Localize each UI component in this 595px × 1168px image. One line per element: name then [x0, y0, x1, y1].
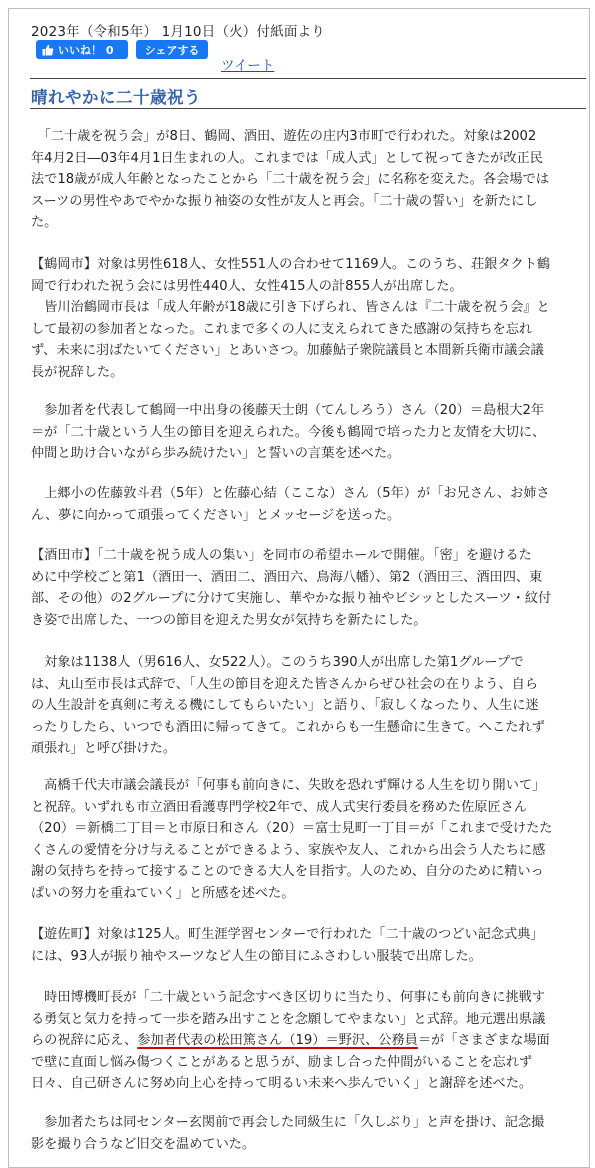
text-line: めに中学校ごと第1（酒田一、酒田二、酒田六、鳥海八幡）、第2（酒田三、酒田四、東	[31, 569, 543, 585]
text-line: 高橋千代夫市議会議長が「何事も前向きに、失敗を恐れず輝ける人生を切り開いて」	[31, 778, 546, 793]
text-line: 参加者たちは同センター玄関前で再会した同級生に「久しぶり」と声を掛け、記念撮	[31, 1115, 545, 1130]
text-line: る勇気と気力を持って一歩を踏み出すことを念願してやまない」と式辞。地元選出県議	[31, 1011, 546, 1027]
paragraph-yuza-mayor	[31, 987, 587, 1095]
text-line: た。	[31, 215, 58, 230]
text-line: 上郷小の佐藤敦斗君（5年）と佐藤心結（ここな）さん（5年）が「お兄さん、お姉さ	[31, 486, 550, 501]
title-divider-top	[30, 78, 586, 79]
text-line: 長が祝辞した。	[31, 364, 124, 380]
publication-date: 2023年（令和5年） 1月10日（火）付紙面より	[31, 24, 326, 40]
text-line: 【鶴岡市】対象は男性618人、女性551人の合わせて1169人。このうち、荘銀タクト鶴	[31, 257, 551, 272]
title-divider-bottom	[30, 108, 586, 109]
paragraph-representative-tsuruoka	[31, 400, 587, 465]
paragraph-sakata	[31, 545, 587, 631]
like-label: いいね！ 0	[58, 43, 114, 57]
text-line: 対象は1138人（男616人、女522人）。このうち390人が出席した第1グループで	[31, 655, 524, 670]
text-line: 謝の気持ちを持って接することのできる大人を目指す。人のため、自分のために精いっ	[31, 864, 544, 879]
share-label: シェアする	[144, 43, 200, 57]
text-line: は、丸山至市長は式辞で、「人生の節目を迎えた皆さんからぜひ社会の在りよう、自ら	[31, 676, 539, 692]
text-line: ぱいの努力を重ねていく」と所感を述べた。	[31, 885, 295, 901]
paragraph-sakata-chair	[31, 775, 587, 904]
text-line: ったりしたら、いつでも酒田に帰ってきて。これからも一生懸命に生きて。へこたれず	[31, 719, 545, 735]
text-line-with-highlight	[31, 1030, 587, 1052]
facebook-share-button[interactable]	[136, 40, 208, 59]
text-line: くさんの愛情を分け与えることができるよう、家族や友人、これから出会う人たちに感	[31, 842, 546, 858]
text-after: ＝が「さまざまな場面	[417, 1033, 550, 1048]
text-line: して最初の参加者となった。これまで多くの人に支えられてきた感謝の気持ちを忘れ	[31, 321, 533, 337]
text-before: らの祝辞に応え、	[31, 1033, 138, 1048]
text-line: で壁に直面し悩み傷つくことがあると思うが、励まし合った仲間がいることを忘れず	[31, 1054, 533, 1070]
text-line: 法で18歳が成人年齢となったことから「二十歳を祝う会」に名称を変えた。各会場では	[31, 172, 549, 187]
text-line: ＝が「二十歳という人生の節目を迎えられた。今後も鶴岡で培った力と友情を大切に、	[31, 424, 546, 440]
paragraph-sakata-mayor	[31, 652, 587, 760]
text-line: と祝辞。いずれも市立酒田看護専門学校2年で、成人式実行委員を務めた佐原匠さん	[31, 799, 528, 815]
text-line: 頑張れ」と呼び掛けた。	[31, 741, 177, 756]
paragraph-tsuruoka	[31, 254, 587, 383]
text-line: き姿で出席した、一つの節目を迎えた男女が気持ちを新たにした。	[31, 612, 427, 628]
text-line: （20）＝新橋二丁目＝と市原日和さん（20）＝富士見町一丁目＝が「これまで受けたた	[31, 821, 553, 836]
article-title: 晴れやかに二十歳祝う	[31, 88, 201, 107]
text-line: には、93人が振り袖やスーツなど人生の節目にふさわしい服装で出席した。	[31, 948, 482, 964]
text-line: 年4月2日―03年4月1日生まれの人。これまでは「成人式」として祝ってきたが改正民	[31, 150, 543, 166]
underlined-representative: 参加者代表の松田篤さん（19）＝野沢、公務員	[137, 1033, 418, 1048]
text-line: 参加者を代表して鶴岡一中出身の後藤天士朗（てんしろう）さん（20）＝島根大2年	[31, 403, 545, 418]
text-line: スーツの男性やあでやかな振り袖姿の女性が友人と再会。「二十歳の誓い」を新たにし	[31, 193, 538, 209]
text-line: 【遊佐町】対象は125人。町生涯学習センターで行われた「二十歳のつどい記念式典」	[31, 927, 544, 942]
tweet-link[interactable]: ツイート	[221, 58, 275, 74]
paragraph-yuza	[31, 924, 587, 967]
text-line: の人生設計を真剣に考える機にしてもらいたい」と語り、「寂しくなったり、人生に迷	[31, 698, 539, 713]
text-line: 部、その他）の2グループに分けて実施し、華やかな振り袖やビシッとしたスーツ・紋付	[31, 591, 552, 606]
text-line: 岡で行われた祝う会には男性440人、女性415人の計855人が出席した。	[31, 278, 463, 294]
text-line: 皆川治鶴岡市長は「成人年齢が18歳に引き下げられ、皆さんは『二十歳を祝う会』と	[31, 300, 550, 315]
text-line: ん、夢に向かって頑張ってください」とメッセージを送った。	[31, 507, 401, 523]
paragraph-intro	[31, 126, 587, 234]
text-line: 日々、自己研さんに努め向上心を持って明るい未来へ歩んでいく」と謝辞を述べた。	[31, 1076, 533, 1091]
text-line: 影を撮り合うなど旧交を温めていた。	[31, 1136, 256, 1152]
facebook-like-button[interactable]	[36, 40, 128, 59]
paragraph-kamigo	[31, 483, 587, 526]
text-line: ず、未来に羽ばたいてください」とあいさつ。加藤鮎子衆院議員と本間新兵衛市議会議	[31, 343, 544, 358]
facebook-thumb-icon	[42, 44, 54, 56]
text-line: 【酒田市】「二十歳を祝う成人の集い」を同市の希望ホールで開催。「密」を避けるた	[31, 548, 532, 563]
paragraph-closing	[31, 1112, 587, 1155]
text-line: 「二十歳を祝う会」が8日、鶴岡、酒田、遊佐の庄内3市町で行われた。対象は2002	[31, 129, 537, 144]
text-line: 時田博機町長が「二十歳という記念すべき区切りに当たり、何事にも前向きに挑戦す	[31, 990, 546, 1005]
text-line: 仲間と助け合いながら歩み続けたい」と誓いの言葉を述べた。	[31, 446, 401, 461]
